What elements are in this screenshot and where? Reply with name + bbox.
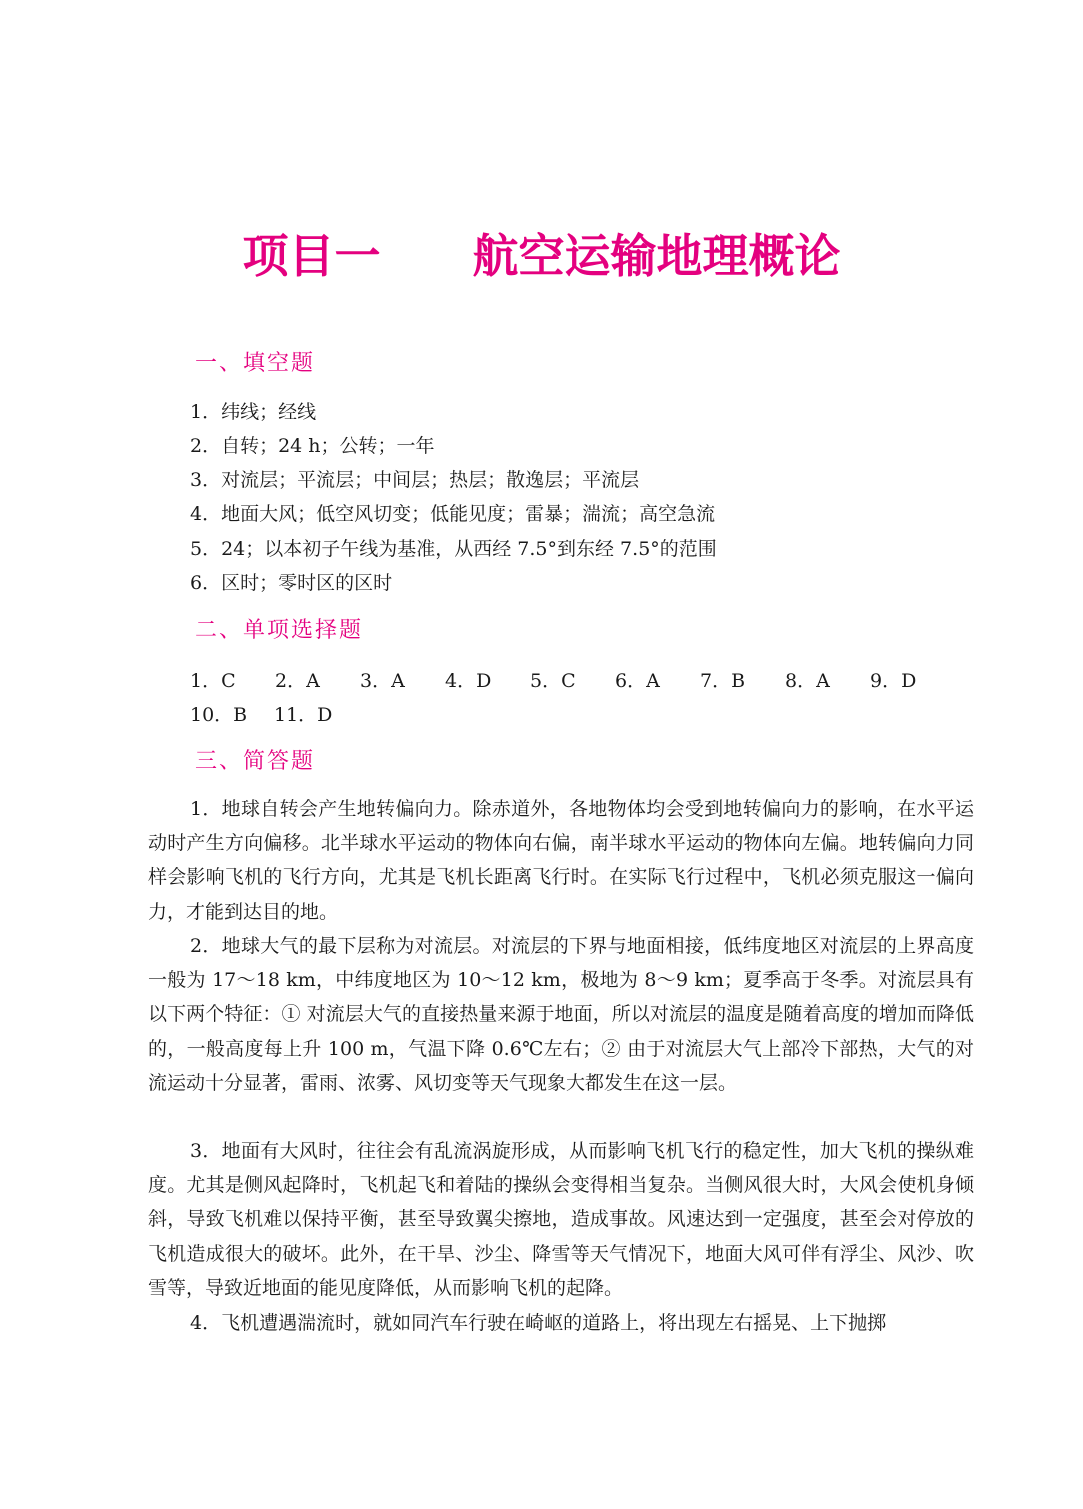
choice-answer: 3．A [360, 670, 405, 692]
choice-answer: 8．A [785, 670, 830, 692]
answer-paragraph-1: 1．地球自转会产生地转偏向力。除赤道外，各地物体均会受到地转偏向力的影响，在水平运动时产生方向偏移。北半球水平运动的物体向右偏，南半球水平运动的物体向左偏。地转偏向力同样会影响飞机的飞行方向，尤其是飞机长距离飞行时。在实际飞行过程中，飞机必须克服这一偏向力，才能到达目的地。 [148, 798, 974, 923]
section-heading-single-choice: 二、单项选择题 [195, 618, 364, 643]
choice-answer: 11．D [274, 704, 333, 726]
choice-answer: 7．B [700, 670, 746, 692]
choice-answer: 6．A [615, 670, 660, 692]
chapter-title: 项目一 航空运输地理概论 [242, 229, 841, 283]
choice-answer: 4．D [445, 670, 492, 692]
list-item: 5．24；以本初子午线为基准，从西经 7.5°到东经 7.5°的范围 [190, 538, 717, 560]
answer-paragraph-4: 4．飞机遭遇湍流时，就如同汽车行驶在崎岖的道路上，将出现左右摇晃、上下抛掷 [190, 1312, 887, 1334]
section-heading-fill-blank: 一、填空题 [195, 351, 316, 376]
list-item: 1．纬线；经线 [190, 401, 317, 423]
answer-paragraph-3: 3．地面有大风时，往往会有乱流涡旋形成，从而影响飞机飞行的稳定性，加大飞机的操纵难度。尤其是侧风起降时，飞机起飞和着陆的操纵会变得相当复杂。当侧风很大时，大风会使机身倾斜，导致飞机难以保持平衡，甚至导致翼尖擦地，造成事故。风速达到一定强度，甚至会对停放的飞机造成很大的破坏。此外，在干旱、沙尘、降雪等天气情况下，地面大风可伴有浮尘、风沙、吹雪等，导致近地面的能见度降低，从而影响飞机的起降。 [148, 1140, 974, 1299]
choice-answer: 2．A [275, 670, 320, 692]
choice-answer: 9．D [870, 670, 917, 692]
choice-answers-row-2 [190, 700, 332, 730]
choice-answer: 1．C [190, 670, 236, 692]
choice-answer: 10．B [190, 704, 248, 726]
section-heading-short-answer: 三、简答题 [195, 749, 316, 774]
choice-answer: 5．C [530, 670, 576, 692]
choice-answers-row-1 [190, 666, 916, 696]
answer-paragraph-2: 2．地球大气的最下层称为对流层。对流层的下界与地面相接，低纬度地区对流层的上界高度一般为 17～18 km，中纬度地区为 10～12 km，极地为 8～9 km；夏季高于冬季。对流层具有以下两个特征：① 对流层大气的直接热量来源于地面，所以对流层的温度是随着高度的增加而降低的，一般高度每上升 100 m，气温下降 0.6℃左右；② 由于对流层大气上部冷下部热，大气的对流运动十分显著，雷雨、浓雾、风切变等天气现象大都发生在这一层。 [148, 935, 974, 1094]
list-item: 2．自转；24 h；公转；一年 [190, 435, 435, 457]
list-item: 4．地面大风；低空风切变；低能见度；雷暴；湍流；高空急流 [190, 503, 716, 525]
list-item: 3．对流层；平流层；中间层；热层；散逸层；平流层 [190, 469, 640, 491]
list-item: 6．区时；零时区的区时 [190, 572, 393, 594]
